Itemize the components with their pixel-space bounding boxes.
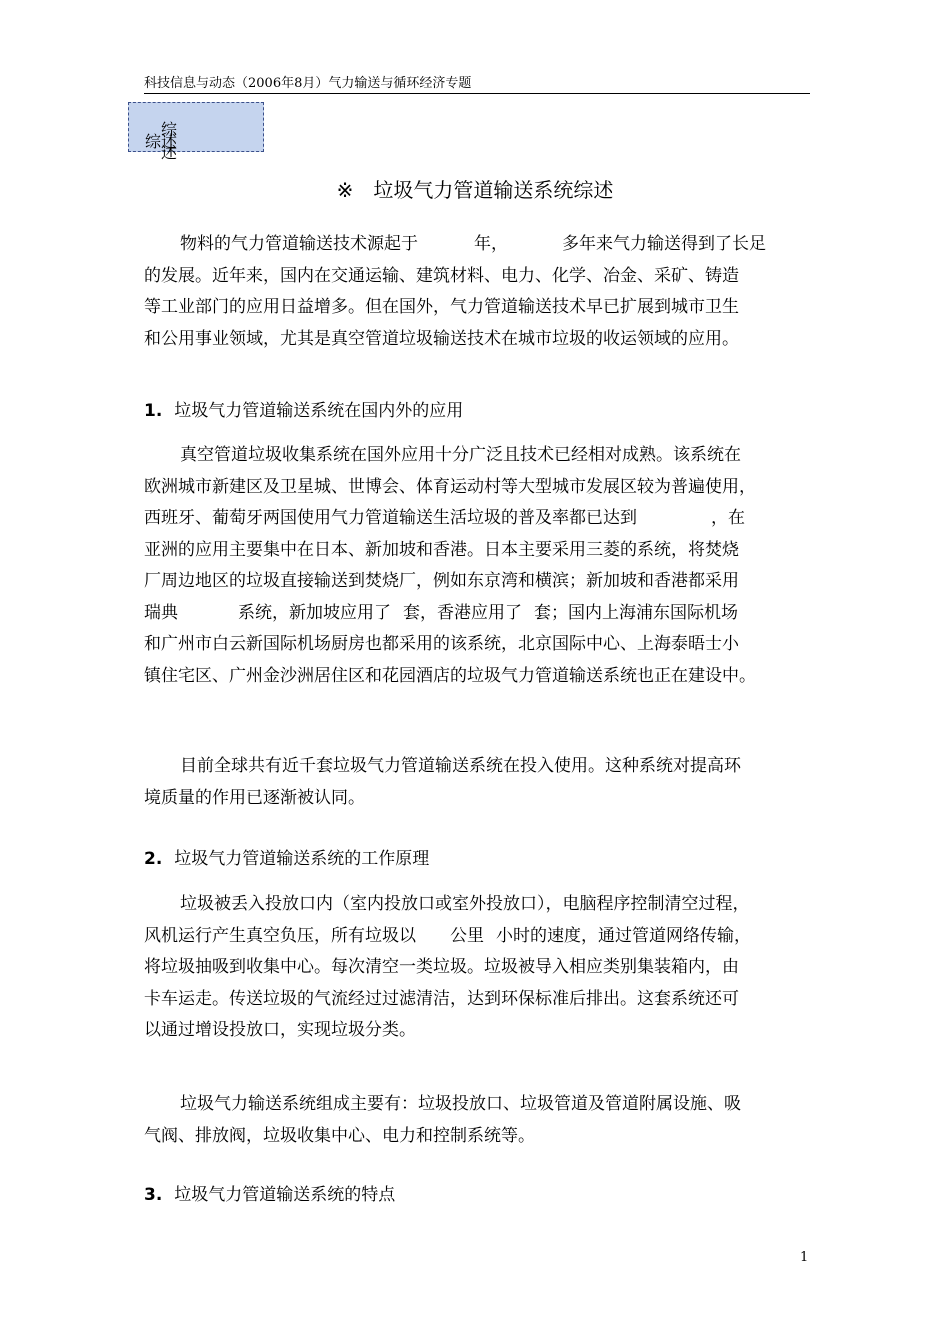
section2-paragraph-1	[144, 889, 808, 1047]
section1-paragraph-1	[144, 440, 808, 692]
paragraph-line: 欧洲城市新建区及卫星城、世博会、体育运动村等大型城市发展区较为普遍使用，	[144, 476, 756, 497]
paragraph-line: 厂周边地区的垃圾直接输送到焚烧厂，例如东京湾和横滨；新加坡和香港都采用	[144, 571, 739, 591]
intro-paragraph	[144, 229, 808, 355]
intro-text: 物料的气力管道输送技术源起于	[180, 234, 418, 254]
paragraph-line: 目前全球共有近千套垃圾气力管道输送系统在投入使用。这种系统对提高环	[180, 756, 741, 776]
paragraph-line: 镇住宅区、广州金沙洲居住区和花园酒店的垃圾气力管道输送系统也正在建设中。	[144, 665, 756, 686]
section-heading-3	[144, 1180, 395, 1205]
intro-line: 的发展。近年来，国内在交通运输、建筑材料、电力、化学、冶金、采矿、铸造	[144, 265, 739, 286]
running-header: 科技信息与动态（2006年8月）气力输送与循环经济专题	[144, 72, 810, 94]
intro-text: 多年来气力输送得到了长足	[562, 234, 766, 254]
paragraph-line: 将垃圾抽吸到收集中心。每次清空一类垃圾。垃圾被导入相应类别集装箱内，由	[144, 957, 739, 977]
paragraph-text: 风机运行产生真空负压，所有垃圾以	[144, 925, 416, 946]
section-title: 垃圾气力管道输送系统的特点	[174, 1185, 396, 1205]
paragraph-text: 套；国内上海浦东国际机场	[534, 602, 738, 623]
intro-line: 和公用事业领域，尤其是真空管道垃圾输送技术在城市垃圾的收运领域的应用。	[144, 328, 739, 349]
paragraph-text: ，在	[711, 508, 745, 528]
intro-text: 年，	[474, 234, 508, 254]
paragraph-line: 境质量的作用已逐渐被认同。	[144, 787, 365, 808]
tag-label-top: 综述	[161, 120, 218, 162]
section-title: 垃圾气力管道输送系统的工作原理	[174, 849, 430, 869]
page-number: 1	[800, 1250, 809, 1265]
paragraph-text: 小时的速度，通过管道网络传输，	[496, 925, 751, 946]
paragraph-text: 瑞典	[144, 602, 178, 623]
paragraph-text: 公里	[450, 925, 484, 946]
section-number: 1.	[144, 401, 163, 421]
section-tag-box	[128, 102, 264, 162]
paragraph-line: 和广州市白云新国际机场厨房也都采用的该系统，北京国际中心、上海泰晤士小	[144, 634, 739, 654]
section-heading-2	[144, 844, 429, 869]
intro-line: 等工业部门的应用日益增多。但在国外，气力管道输送技术早已扩展到城市卫生	[144, 297, 739, 317]
section-number: 2.	[144, 849, 163, 869]
section-heading-1	[144, 396, 463, 421]
reference-mark-icon: ※	[336, 178, 354, 202]
page-title	[0, 174, 950, 203]
section2-paragraph-2	[144, 1089, 808, 1152]
paragraph-text: 套，香港应用了	[403, 602, 522, 623]
title-text: 垃圾气力管道输送系统综述	[373, 178, 614, 202]
paragraph-line: 亚洲的应用主要集中在日本、新加坡和香港。日本主要采用三菱的系统，将焚烧	[144, 539, 739, 560]
section-title: 垃圾气力管道输送系统在国内外的应用	[174, 401, 464, 421]
paragraph-line: 以通过增设投放口，实现垃圾分类。	[144, 1020, 416, 1040]
paragraph-line: 气阀、排放阀，垃圾收集中心、电力和控制系统等。	[144, 1125, 535, 1146]
paragraph-line: 卡车运走。传送垃圾的气流经过过滤清洁，达到环保标准后排出。这套系统还可	[144, 988, 739, 1009]
paragraph-line: 垃圾气力输送系统组成主要有：垃圾投放口、垃圾管道及管道附属设施、吸	[180, 1094, 741, 1114]
section1-paragraph-2	[144, 751, 808, 814]
paragraph-text: 西班牙、葡萄牙两国使用气力管道输送生活垃圾的普及率都已达到	[144, 508, 637, 528]
paragraph-line: 垃圾被丢入投放口内（室内投放口或室外投放口），电脑程序控制清空过程，	[180, 894, 750, 914]
tag-label-bottom: 综述	[145, 132, 178, 151]
paragraph-text: 系统，新加坡应用了	[238, 602, 391, 623]
paragraph-line: 真空管道垃圾收集系统在国外应用十分广泛且技术已经相对成熟。该系统在	[180, 445, 741, 465]
section-number: 3.	[144, 1185, 163, 1205]
